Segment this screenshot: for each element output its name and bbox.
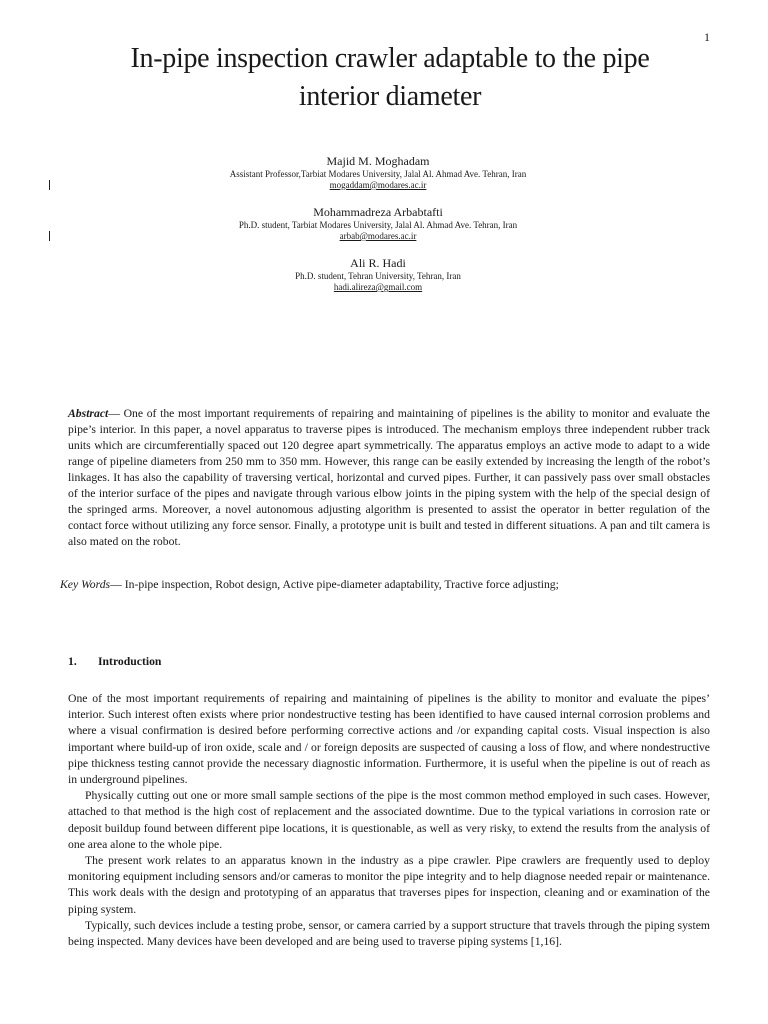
author-name: Ali R. Hadi (350, 256, 406, 270)
author-affiliation: Ph.D. student, Tarbiat Modares University, Jalal Al. Ahmad Ave. Tehran, Iran (238, 220, 518, 230)
keywords-text: In-pipe inspection, Robot design, Active pipe-diameter adaptability, Tractive force adjusting; (124, 578, 559, 591)
page-number: 1 (704, 30, 710, 44)
abstract-dash: — (108, 407, 124, 420)
paragraph: The present work relates to an apparatus known in the industry as a pipe crawler. Pipe crawlers are frequently used to deploy monitoring equipment including sensors and/or cameras to monitor the pipe integrity and to help diagnose needed repair or maintenance. This work deals with the design and prototyping of an apparatus that traverses pipes for inspection, cleaning and or examination of the piping system. (68, 854, 710, 916)
section-number: 1. (68, 655, 77, 668)
author-affiliation: Assistant Professor,Tarbiat Modares University, Jalal Al. Ahmad Ave. Tehran, Iran (229, 169, 527, 179)
keywords-dash: — (110, 578, 125, 591)
paragraph: Typically, such devices include a testing probe, sensor, or camera carried by a support structure that travels through the piping system being inspected. Many devices have been developed and are being used to traverse piping systems [1,16]. (68, 918, 710, 949)
author-block-2 (120, 205, 636, 242)
keywords-label: Key Words (60, 578, 111, 591)
paragraph: Physically cutting out one or more small sample sections of the pipe is the most common method employed in such cases. However, attached to that method is the high cost of replacement and the associated downtime. Due to the typical variations in corrosion rate or deposit buildup found between different pipe locations, it is questionable, as well as very risky, to extend the results from the analysis of one area alone to the whole pipe. (68, 789, 710, 851)
abstract (68, 406, 710, 550)
abstract-label: Abstract (68, 407, 109, 420)
author-email-link[interactable]: arbab@modares.ac.ir (339, 231, 417, 241)
section-heading (68, 655, 161, 668)
body-text (68, 691, 710, 950)
author-name: Mohammadreza Arbabtafti (313, 205, 443, 219)
author-name: Majid M. Moghadam (326, 154, 430, 168)
section-title: Introduction (98, 655, 162, 668)
author-email-link[interactable]: mogaddam@modares.ac.ir (329, 180, 427, 190)
paragraph: One of the most important requirements of repairing and maintaining of pipelines is the ability to monitor and evaluate the pipes’ interior. Such interest often exists where prior nondestructive testing has been identified to have caused internal corrosion problems and where a visual confirmation is desired before performing corrective actions and /or expanding capital costs. Visual inspection is also important where build-up of iron oxide, scale and / or foreign deposits are suspected of causing a loss of flow, and where nondestructive pipe thickness testing cannot provide the necessary diagnostic information. Furthermore, it is useful when the pipeline is out of reach as in underground pipelines. (68, 692, 710, 787)
author-email-link[interactable]: hadi.alireza@gmail.com (333, 282, 423, 292)
keywords (60, 577, 720, 593)
paper-title (90, 40, 690, 116)
abstract-text: One of the most important requirements of repairing and maintaining of pipelines is the ability to monitor and evaluate the pipe’s interior. In this paper, a novel apparatus to traverse pipes is introduced. The mechanism employs three independent rubber track units which are circumferentially spaced out 120 degree apart symmetrically. The apparatus employs an active mode to adapt to a wide range of pipeline diameters from 250 mm to 350 mm. However, this range can be easily extended by increasing the length of the robot’s linkages. It has also the capability of traversing vertical, horizontal and curved pipes. Further, it can passively pass over small obstacles of the interior surface of the pipes and navigate through various elbow joints in the piping system with the help of the special design of the springed arms. Moreover, a novel autonomous adjusting algorithm is presented to assist the operator in better regulation of the contact force without utilizing any force sensor. Finally, a prototype unit is built and tested in different situations. A pan and tilt camera is also mated on the robot. (68, 407, 710, 548)
title-line-2: interior diameter (298, 81, 482, 112)
author-block-3 (120, 256, 636, 293)
author-block-1 (120, 154, 636, 191)
author-affiliation: Ph.D. student, Tehran University, Tehran, Iran (295, 271, 461, 281)
title-line-1: In-pipe inspection crawler adaptable to the pipe (130, 43, 650, 74)
change-bar (49, 180, 50, 190)
change-bar (49, 231, 50, 241)
